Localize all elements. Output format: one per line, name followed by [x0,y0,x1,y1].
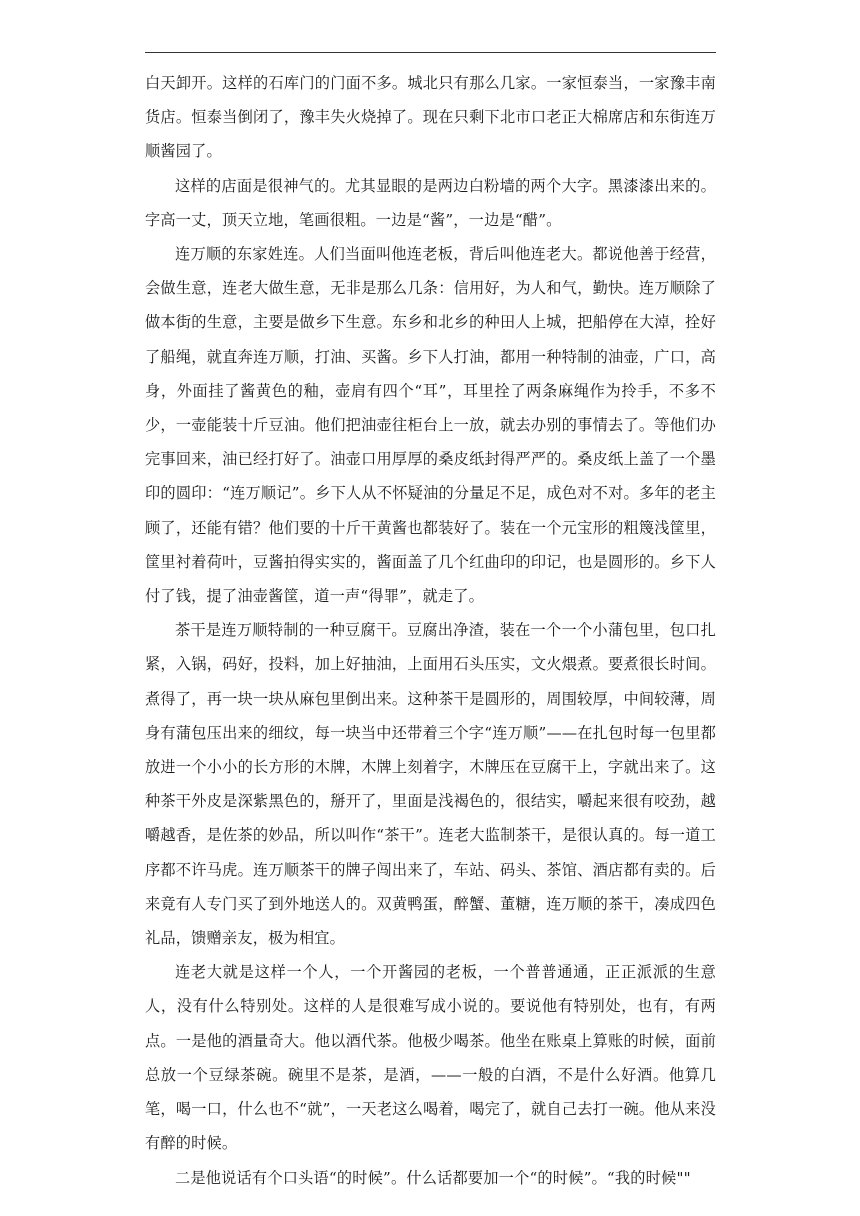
paragraph-storefront: 这样的店面是很神气的。尤其显眼的是两边白粉墙的两个大字。黑漆漆出来的。字高一丈，顶天立地，笔画很粗。一边是“酱”，一边是“醋”。 [145,176,716,229]
paragraph-lian-laoda: 连老大就是这样一个人，一个开酱园的老板，一个普普通通，正正派派的生意人，没有什么特别处。这样的人是很难写成小说的。要说他有特别处，也有，有两点。一是他的酒量奇大。他以酒代茶。他极少喝茶。他坐在账桌上算账的时候，面前总放一个豆绿茶碗。碗里不是茶，是酒，——一般的白酒，不是什么好酒。他算几笔，喝一口，什么也不“就”，一天老这么喝着，喝完了，就自己去打一碗。他从来没有醉的时候。 [145,963,716,1153]
paragraph-owner-business: 连万顺的东家姓连。人们当面叫他连老板，背后叫他连老大。都说他善于经营，会做生意，连老大做生意，无非是那么几条：信用好，为人和气，勤快。连万顺除了做本街的生意，主要是做乡下生意。东乡和北乡的种田人上城，把船停在大淖，拴好了船绳，就直奔连万顺，打油、买酱。乡下人打油，都用一种特制的油壶，广口，高身，外面挂了酱黄色的釉，壶肩有四个“耳”，耳里拴了两条麻绳作为拎手，不多不少，一壶能装十斤豆油。他们把油壶往柜台上一放，就去办别的事情去了。等他们办完事回来，油已经打好了。油壶口用厚厚的桑皮纸封得严严的。桑皮纸上盖了一个墨印的圆印：“连万顺记”。乡下人从不怀疑油的分量足不足，成色对不对。多年的老主顾了，还能有错？他们要的十斤干黄酱也都装好了。装在一个元宝形的粗篾浅筐里，筐里衬着荷叶，豆酱拍得实实的，酱面盖了几个红曲印的印记，也是圆形的。乡下人付了钱，提了油壶酱筐，道一声“得罪”，就走了。 [145,245,716,606]
paragraph-continuation: 白天卸开。这样的石库门的门面不多。城北只有那么几家。一家恒泰当，一家豫丰南货店。恒泰当倒闭了，豫丰失火烧掉了。现在只剩下北市口老正大棉席店和东街连万顺酱园了。 [145,74,716,161]
paragraph-catchphrase: 二是他说话有个口头语“的时候”。什么话都要加一个“的时候”。“我的时候"" [175,1168,691,1187]
header-rule [145,52,716,53]
paragraph-chagan: 茶干是连万顺特制的一种豆腐干。豆腐出净渣，装在一个一个小蒲包里，包口扎紧，入锅，码好，投料，加上好抽油，上面用石头压实，文火煨煮。要煮很长时间。煮得了，再一块一块从麻包里倒出来。这种茶干是圆形的，周围较厚，中间较薄，周身有蒲包压出来的细纹，每一块当中还带着三个字“连万顺”——在扎包时每一包里都放进一个小小的长方形的木牌，木牌上刻着字，木牌压在豆腐干上，字就出来了。这种茶干外皮是深紫黑色的，掰开了，里面是浅褐色的，很结实，嚼起来很有咬劲，越嚼越香，是佐茶的妙品，所以叫作“茶干”。连老大监制茶干，是很认真的。每一道工序都不许马虎。连万顺茶干的牌子闯出来了，车站、码头、茶馆、酒店都有卖的。后来竟有人专门买了到外地送人的。双黄鸭蛋，醉蟹、董糖，连万顺的茶干，凑成四色礼品，馈赠亲友，极为相宜。 [145,621,716,948]
document-body [145,66,716,1195]
